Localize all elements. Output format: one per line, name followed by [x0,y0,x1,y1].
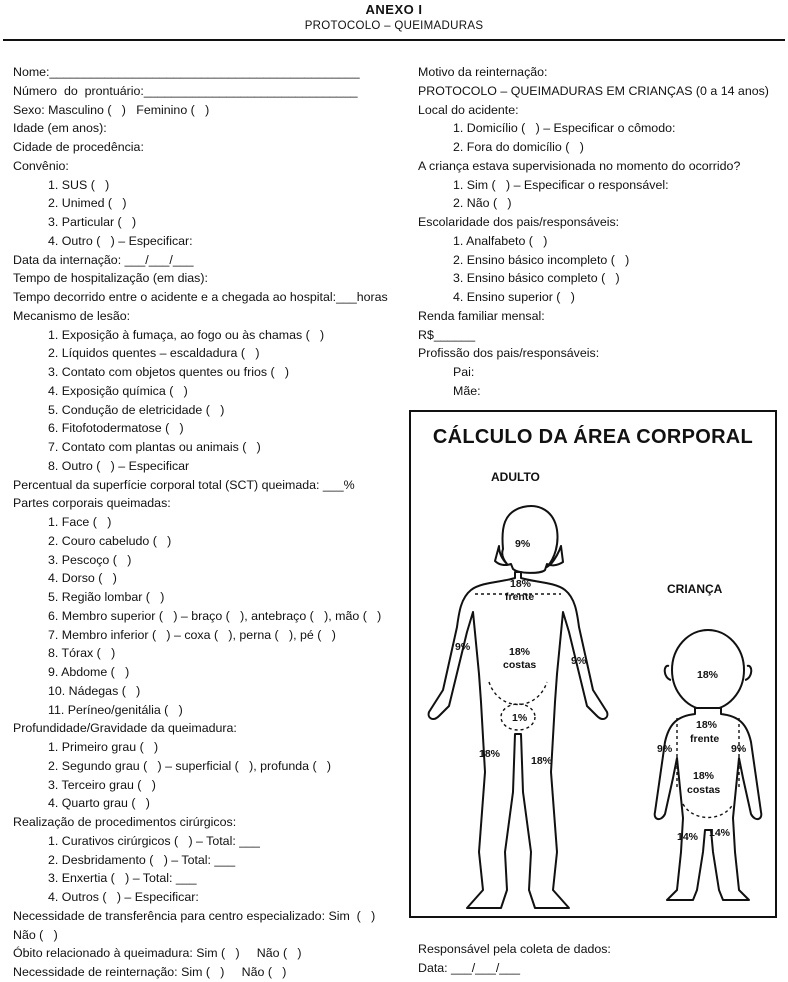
collection-date-field: Data: ___/___/___ [418,960,520,975]
form-left-column [13,63,398,982]
child-chest-text: frente [690,733,720,745]
adult-silhouette [429,506,608,908]
document-subtitle: PROTOCOLO – QUEIMADURAS [304,20,484,32]
form-line: A criança estava supervisionada no momento do ocorrido? [418,158,741,173]
form-line: 2. Ensino básico incompleto ( ) [453,252,630,267]
child-arm-left-pct: 9% [657,743,673,755]
form-line: Convênio: [13,158,69,173]
form-line: 2. Couro cabeludo ( ) [48,533,172,548]
form-line: 6. Membro superior ( ) – braço ( ), antebraço ( ), mão ( ) [48,608,382,623]
form-line: PROTOCOLO – QUEIMADURAS EM CRIANÇAS (0 a 14 anos) [418,83,769,98]
form-line: 2. Desbridamento ( ) – Total: ___ [48,852,236,867]
form-line: Renda familiar mensal: [418,308,545,323]
form-line: Óbito relacionado à queimadura: Sim ( ) Não ( ) [13,946,302,961]
form-line: 7. Membro inferior ( ) – coxa ( ), perna ( ), pé ( ) [48,627,336,642]
form-line: Tempo decorrido entre o acidente e a chegada ao hospital:___horas [13,290,388,304]
form-line: 4. Outros ( ) – Especificar: [48,890,199,904]
form-line: Mãe: [453,383,481,398]
form-line: 5. Região lombar ( ) [48,590,165,604]
form-line: 2. Não ( ) [453,196,512,211]
form-line: R$______ [418,327,476,342]
adult-back-text: costas [503,659,537,671]
form-line: 3. Ensino básico completo ( ) [453,271,620,286]
form-line: 3. Enxertia ( ) – Total: ___ [48,871,197,886]
form-line: 5. Condução de eletricidade ( ) [48,402,225,417]
adult-arm-right-pct: 9% [571,655,587,667]
adult-arm-left-pct: 9% [455,641,471,653]
form-line: Escolaridade dos pais/responsáveis: [418,215,620,229]
adult-groin-pct: 1% [512,712,528,724]
child-back-pct: 18% [693,770,715,782]
form-line: 6. Fitofotodermatose ( ) [48,421,184,436]
form-line: Profundidade/Gravidade da queimadura: [13,721,237,736]
form-line: 1. Domicílio ( ) – Especificar o cômodo: [453,121,676,136]
child-arm-right-pct: 9% [731,743,747,755]
form-line: 1. Analfabeto ( ) [453,233,548,248]
adult-label: ADULTO [491,470,540,484]
child-head-pct: 18% [697,669,719,681]
form-line: 2. Líquidos quentes – escaldadura ( ) [48,346,260,361]
footer [418,940,778,978]
form-line: Necessidade de reinternação: Sim ( ) Não ( ) [13,965,287,979]
form-line: Profissão dos pais/responsáveis: [418,346,600,361]
form-line: 9. Abdome ( ) [48,665,130,679]
form-line: 1. Face ( ) [48,515,112,529]
form-line: 1. Exposição à fumaça, ao fogo ou às chamas ( ) [48,327,325,342]
form-line: Realização de procedimentos cirúrgicos: [13,815,237,829]
form-line: 1. Sim ( ) – Especificar o responsável: [453,177,669,192]
form-line: 2. Unimed ( ) [48,196,127,211]
body-silhouettes [411,412,775,916]
form-line: 3. Pescoço ( ) [48,552,132,567]
form-line: 3. Terceiro grau ( ) [48,777,156,792]
form-line: Idade (em anos): [13,121,107,136]
form-line: 3. Particular ( ) [48,215,137,229]
form-line: Pai: [453,365,475,379]
form-line: 2. Fora do domicílio ( ) [453,140,584,154]
child-leg-right-pct: 14% [709,827,731,839]
form-line: 11. Períneo/genitália ( ) [48,702,183,717]
form-line: Data da internação: ___/___/___ [13,252,194,267]
adult-head-pct: 9% [515,538,531,550]
form-line: 1. SUS ( ) [48,177,110,192]
form-line: Mecanismo de lesão: [13,308,131,323]
adult-chest-text: frente [505,591,535,603]
form-line: 1. Curativos cirúrgicos ( ) – Total: ___ [48,833,260,848]
form-line: Local do acidente: [418,102,519,117]
form-line: 4. Dorso ( ) [48,571,117,586]
form-line: 1. Primeiro grau ( ) [48,740,159,754]
form-line: 7. Contato com plantas ou animais ( ) [48,440,261,454]
form-line: 2. Segundo grau ( ) – superficial ( ), profunda ( ) [48,758,332,773]
adult-back-pct: 18% [509,646,531,658]
form-line: Número do prontuário:_______________________________ [13,83,358,98]
form-line: Não ( ) [13,927,58,942]
form-line: Cidade de procedência: [13,140,144,154]
adult-leg-left-pct: 18% [479,748,501,760]
form-line: 3. Contato com objetos quentes ou frios ( ) [48,365,290,379]
adult-chest-pct: 18% [510,578,532,590]
form-line: Sexo: Masculino ( ) Feminino ( ) [13,102,210,117]
form-line: Motivo da reinternação: [418,65,548,79]
form-line: 4. Quarto grau ( ) [48,796,150,811]
form-line: 8. Outro ( ) – Especificar [48,458,190,473]
header-rule [3,39,785,41]
document-title: ANEXO I [365,2,423,17]
form-line: 8. Tórax ( ) [48,646,116,661]
child-leg-left-pct: 14% [677,831,699,843]
child-chest-pct: 18% [696,719,718,731]
adult-leg-right-pct: 18% [531,755,553,767]
form-line: Percentual da superfície corporal total (SCT) queimada: ___% [13,477,355,492]
data-collector-field: Responsável pela coleta de dados: [418,942,611,956]
child-label: CRIANÇA [667,582,723,596]
form-line: 4. Outro ( ) – Especificar: [48,233,193,248]
form-line: Necessidade de transferência para centro especializado: Sim ( ) [13,908,376,923]
child-back-text: costas [687,784,721,796]
form-line: Nome:_____________________________________________ [13,65,360,79]
form-line: Tempo de hospitalização (em dias): [13,271,208,286]
form-line: 4. Exposição química ( ) [48,383,188,398]
form-line: 10. Nádegas ( ) [48,683,141,698]
body-area-figure [409,410,777,918]
form-line: Partes corporais queimadas: [13,496,171,511]
form-line: 4. Ensino superior ( ) [453,290,575,304]
form-right-column [418,63,778,401]
figure-title: CÁLCULO DA ÁREA CORPORAL [432,426,754,448]
